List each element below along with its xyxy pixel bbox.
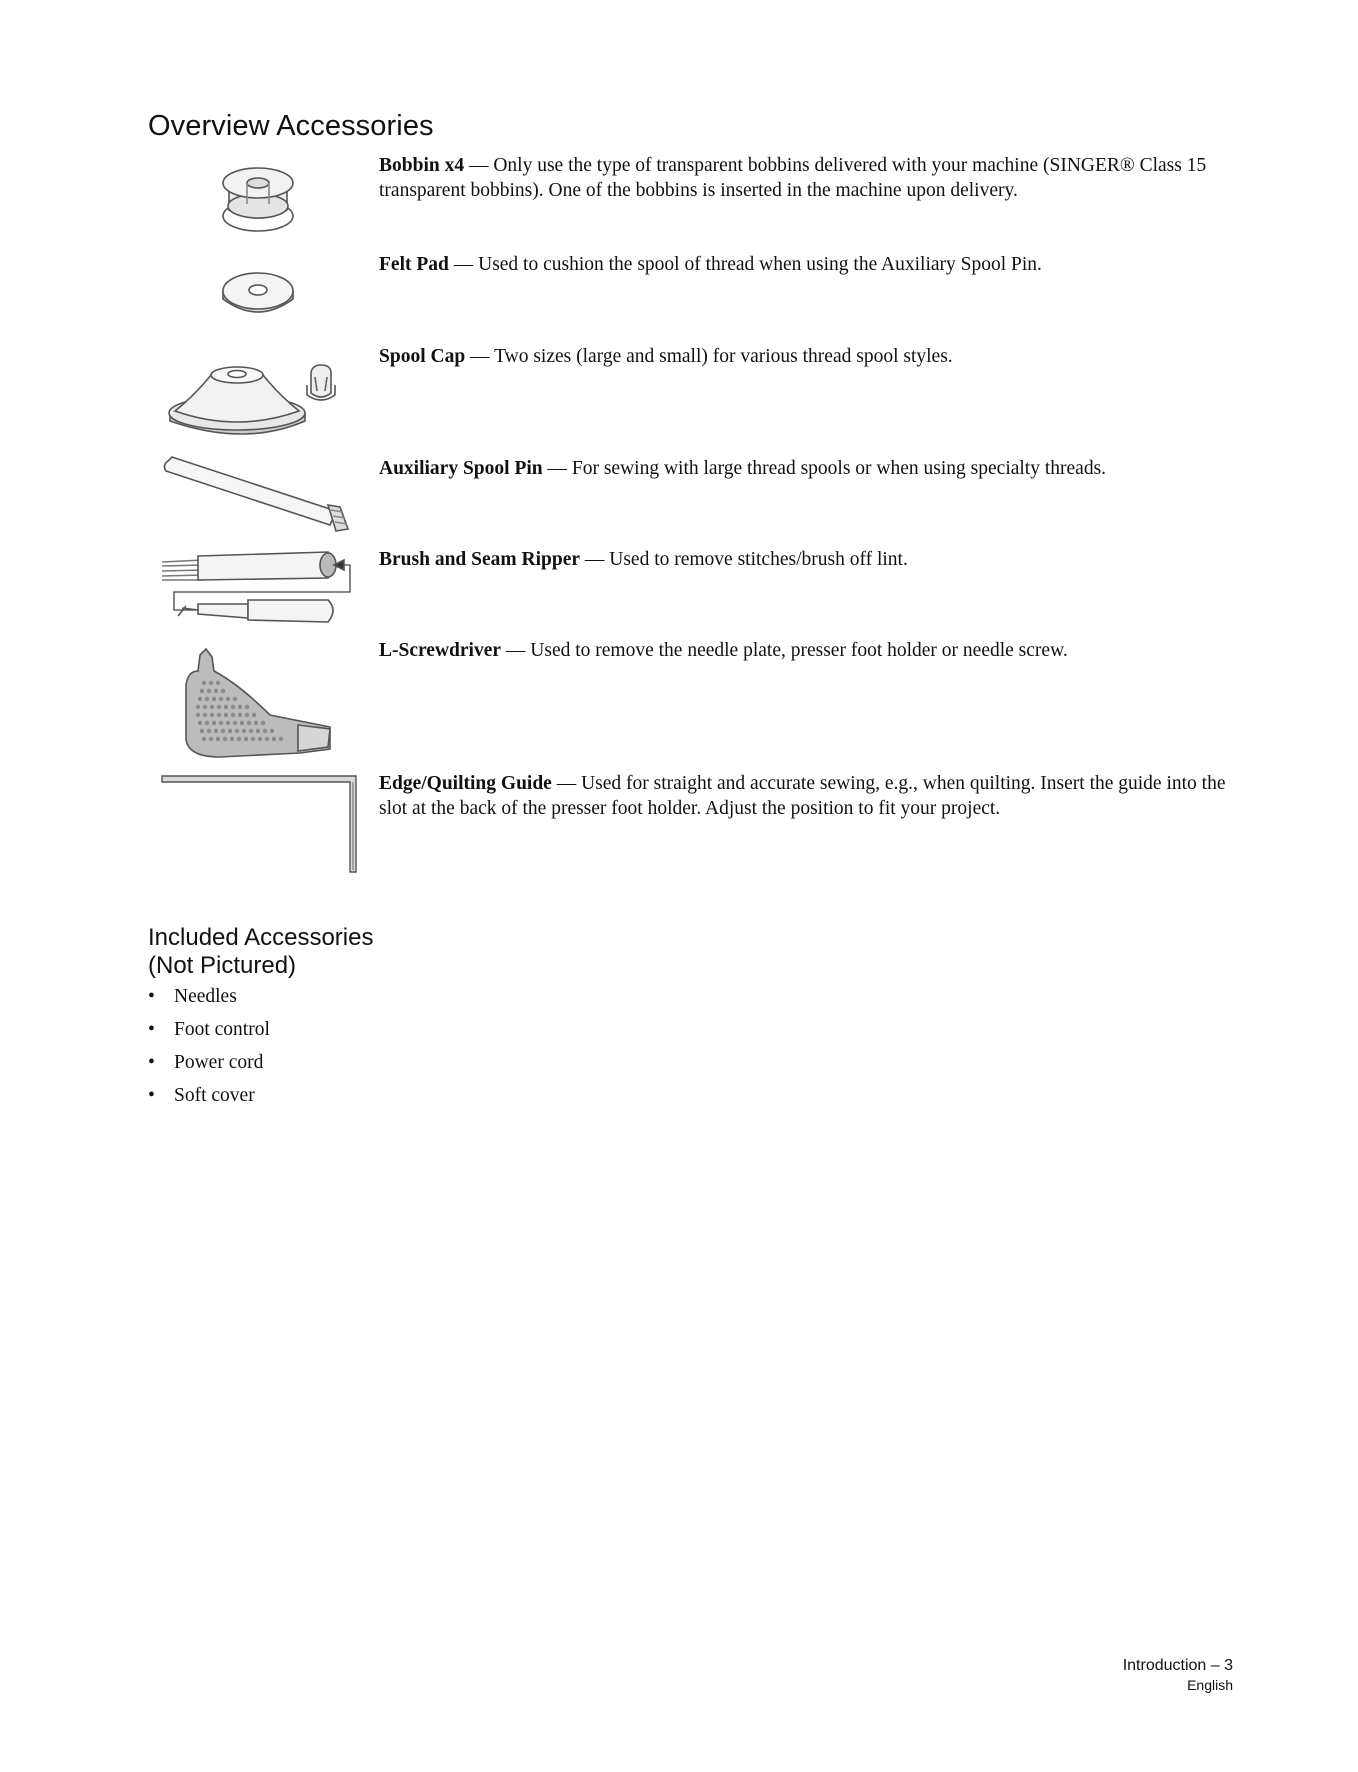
- item-name: Edge/Quilting Guide: [379, 773, 552, 794]
- list-item: • Soft cover: [148, 1082, 270, 1115]
- list-item: • Needles: [148, 983, 270, 1016]
- item-spool-cap: [379, 344, 1239, 369]
- screwdriver-icon: [180, 645, 340, 760]
- item-bobbin: [379, 153, 1239, 203]
- felt-pad-icon: [215, 263, 315, 328]
- spool-cap-icon: [165, 355, 365, 440]
- item-desc: — Used to remove stitches/brush off lint.: [580, 549, 908, 570]
- page-footer: [1123, 1657, 1233, 1693]
- item-brush-seam-ripper: [379, 547, 1239, 572]
- quilting-guide-icon: [160, 774, 360, 874]
- item-desc: — For sewing with large thread spools or when using specialty threads.: [542, 458, 1107, 479]
- spool-pin-icon: [160, 455, 360, 535]
- item-name: L-Screwdriver: [379, 640, 502, 661]
- item-desc: — Used for straight and accurate sewing, e.g., when quilting. Insert the guide into the slot at the back of the presser foot holder. Adjust the position to fit your project.: [379, 773, 1226, 819]
- item-desc: — Used to cushion the spool of thread when using the Auxiliary Spool Pin.: [448, 254, 1042, 275]
- item-screwdriver: [379, 638, 1239, 663]
- bobbin-icon: [215, 158, 315, 238]
- item-felt-pad: [379, 252, 1239, 277]
- item-quilting-guide: [379, 771, 1239, 821]
- item-desc: — Only use the type of transparent bobbins delivered with your machine (SINGER® Class 15 transparent bobbins). One of the bobbins is inserted in the machine upon delivery.: [379, 155, 1207, 201]
- section-title-line2: (Not Pictured): [148, 952, 297, 979]
- included-list: [148, 983, 270, 1115]
- section-title-line1: Included Accessories: [148, 924, 374, 951]
- footer-language: English: [1187, 1677, 1233, 1693]
- list-item: • Power cord: [148, 1049, 270, 1082]
- item-desc: — Used to remove the needle plate, presser foot holder or needle screw.: [501, 640, 1068, 661]
- brush-seam-ripper-icon: [158, 548, 358, 626]
- item-spool-pin: [379, 456, 1239, 481]
- page-title: Overview Accessories: [148, 110, 434, 142]
- item-desc: — Two sizes (large and small) for various thread spool styles.: [465, 346, 953, 367]
- item-name: Spool Cap: [379, 346, 466, 367]
- item-name: Brush and Seam Ripper: [379, 549, 580, 570]
- list-item: • Foot control: [148, 1016, 270, 1049]
- item-name: Bobbin x4: [379, 155, 465, 176]
- item-name: Auxiliary Spool Pin: [379, 458, 543, 479]
- footer-section: Introduction – 3: [1122, 1657, 1233, 1674]
- section-title-included: [148, 924, 373, 980]
- item-name: Felt Pad: [379, 254, 449, 275]
